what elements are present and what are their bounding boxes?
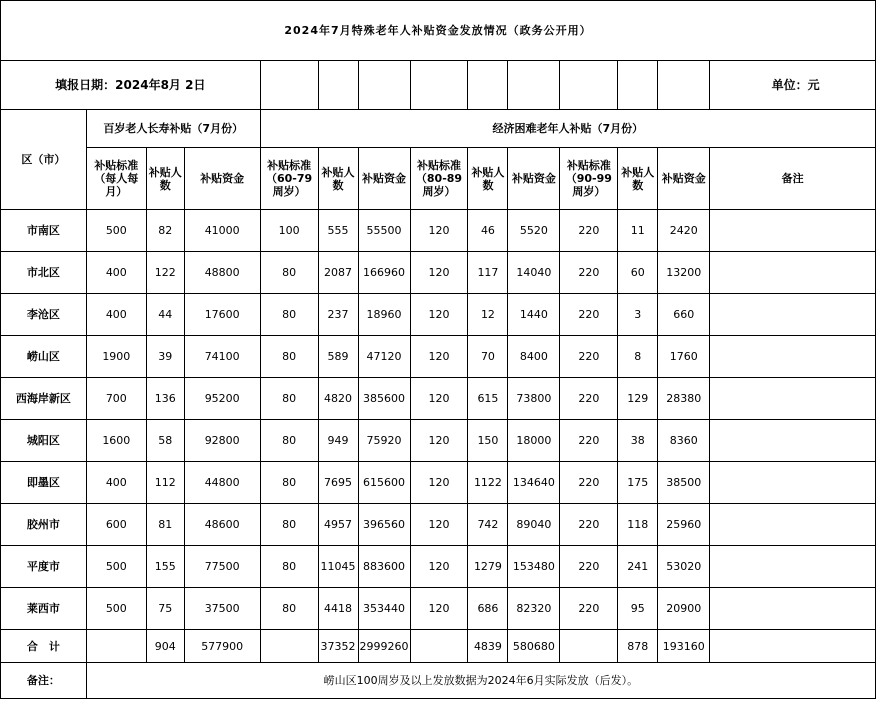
cell: 220: [560, 588, 618, 630]
header-centenarian-std: 补贴标准（每人每月）: [86, 148, 146, 210]
cell: 580680: [508, 630, 560, 663]
header-std-80-89: 补贴标准（80-89周岁）: [410, 148, 468, 210]
cell: 11: [618, 210, 658, 252]
cell: 400: [86, 462, 146, 504]
blank-cell: [508, 61, 560, 110]
cell: 95200: [184, 378, 260, 420]
remark-cell: [710, 462, 876, 504]
remark-cell: [710, 294, 876, 336]
cell: 80: [260, 294, 318, 336]
remark-cell: [710, 630, 876, 663]
cell: 175: [618, 462, 658, 504]
cell: 100: [260, 210, 318, 252]
cell: 5520: [508, 210, 560, 252]
cell: 95: [618, 588, 658, 630]
cell: 120: [410, 546, 468, 588]
header-centenarian-amount: 补贴资金: [184, 148, 260, 210]
cell: 949: [318, 420, 358, 462]
table-row: [1, 504, 876, 546]
remark-cell: [710, 252, 876, 294]
cell: 80: [260, 252, 318, 294]
cell: 742: [468, 504, 508, 546]
cell: 120: [410, 504, 468, 546]
cell: 220: [560, 336, 618, 378]
cell: 4820: [318, 378, 358, 420]
cell: 28380: [658, 378, 710, 420]
cell: 13200: [658, 252, 710, 294]
blank-cell: [260, 61, 318, 110]
cell: 120: [410, 336, 468, 378]
cell: 220: [560, 210, 618, 252]
district-name: 即墨区: [1, 462, 87, 504]
cell: 120: [410, 588, 468, 630]
header-count-60-79: 补贴人数: [318, 148, 358, 210]
cell: 1900: [86, 336, 146, 378]
header-centenarian-group: 百岁老人长寿补贴（7月份）: [86, 110, 260, 148]
note-text: 崂山区100周岁及以上发放数据为2024年6月实际发放（后发）。: [86, 663, 875, 699]
cell: 1122: [468, 462, 508, 504]
cell: 153480: [508, 546, 560, 588]
blank-cell: [560, 61, 618, 110]
cell: 1600: [86, 420, 146, 462]
cell: [86, 630, 146, 663]
cell: 17600: [184, 294, 260, 336]
district-name: 城阳区: [1, 420, 87, 462]
cell: 220: [560, 504, 618, 546]
cell: 55500: [358, 210, 410, 252]
remark-cell: [710, 546, 876, 588]
cell: 555: [318, 210, 358, 252]
cell: 77500: [184, 546, 260, 588]
blank-cell: [618, 61, 658, 110]
cell: 46: [468, 210, 508, 252]
cell: 883600: [358, 546, 410, 588]
cell: 37352: [318, 630, 358, 663]
cell: 686: [468, 588, 508, 630]
cell: 48600: [184, 504, 260, 546]
page-title: 2024年7月特殊老年人补贴资金发放情况（政务公开用）: [1, 1, 876, 61]
cell: 82: [146, 210, 184, 252]
cell: 75920: [358, 420, 410, 462]
remark-cell: [710, 420, 876, 462]
cell: 38500: [658, 462, 710, 504]
cell: 122: [146, 252, 184, 294]
cell: 120: [410, 252, 468, 294]
blank-cell: [658, 61, 710, 110]
cell: 150: [468, 420, 508, 462]
cell: 8: [618, 336, 658, 378]
cell: 353440: [358, 588, 410, 630]
cell: 80: [260, 462, 318, 504]
cell: 89040: [508, 504, 560, 546]
cell: 117: [468, 252, 508, 294]
cell: 120: [410, 210, 468, 252]
cell: 80: [260, 504, 318, 546]
cell: 500: [86, 546, 146, 588]
cell: 396560: [358, 504, 410, 546]
cell: 237: [318, 294, 358, 336]
table-row: [1, 252, 876, 294]
district-name: 平度市: [1, 546, 87, 588]
cell: 120: [410, 420, 468, 462]
header-std-60-79: 补贴标准（60-79周岁）: [260, 148, 318, 210]
table-row: [1, 378, 876, 420]
cell: 92800: [184, 420, 260, 462]
cell: 129: [618, 378, 658, 420]
cell: 600: [86, 504, 146, 546]
header-std-90-99: 补贴标准（90-99周岁）: [560, 148, 618, 210]
cell: 112: [146, 462, 184, 504]
header-count-90-99: 补贴人数: [618, 148, 658, 210]
cell: 120: [410, 294, 468, 336]
cell: 220: [560, 462, 618, 504]
blank-cell: [358, 61, 410, 110]
total-label: 合 计: [1, 630, 87, 663]
cell: 615600: [358, 462, 410, 504]
cell: 80: [260, 420, 318, 462]
blank-cell: [410, 61, 468, 110]
cell: 120: [410, 462, 468, 504]
fill-date: [1, 61, 261, 110]
cell: 878: [618, 630, 658, 663]
header-remark: 备注: [710, 148, 876, 210]
cell: 2087: [318, 252, 358, 294]
cell: 615: [468, 378, 508, 420]
cell: 39: [146, 336, 184, 378]
cell: 4957: [318, 504, 358, 546]
note-row: [1, 663, 876, 699]
total-row: [1, 630, 876, 663]
cell: 220: [560, 378, 618, 420]
cell: 18000: [508, 420, 560, 462]
cell: 1279: [468, 546, 508, 588]
cell: 25960: [658, 504, 710, 546]
header-poverty-group: 经济困难老年人补贴（7月份）: [260, 110, 875, 148]
cell: 134640: [508, 462, 560, 504]
district-name: 市北区: [1, 252, 87, 294]
cell: 660: [658, 294, 710, 336]
header-amount-60-79: 补贴资金: [358, 148, 410, 210]
district-name: 李沧区: [1, 294, 87, 336]
cell: 220: [560, 546, 618, 588]
cell: 37500: [184, 588, 260, 630]
cell: 136: [146, 378, 184, 420]
district-name: 崂山区: [1, 336, 87, 378]
table-row: [1, 546, 876, 588]
table-row: [1, 588, 876, 630]
cell: 20900: [658, 588, 710, 630]
cell: 904: [146, 630, 184, 663]
cell: 44: [146, 294, 184, 336]
cell: 75: [146, 588, 184, 630]
cell: 80: [260, 588, 318, 630]
remark-cell: [710, 336, 876, 378]
cell: 2420: [658, 210, 710, 252]
remark-cell: [710, 210, 876, 252]
cell: 500: [86, 210, 146, 252]
district-name: 胶州市: [1, 504, 87, 546]
table-row: [1, 294, 876, 336]
remark-cell: [710, 588, 876, 630]
cell: 155: [146, 546, 184, 588]
header-count-80-89: 补贴人数: [468, 148, 508, 210]
cell: 80: [260, 378, 318, 420]
cell: 80: [260, 546, 318, 588]
cell: 400: [86, 294, 146, 336]
cell: 220: [560, 294, 618, 336]
cell: 7695: [318, 462, 358, 504]
cell: [260, 630, 318, 663]
cell: 4839: [468, 630, 508, 663]
cell: 700: [86, 378, 146, 420]
cell: 11045: [318, 546, 358, 588]
cell: 38: [618, 420, 658, 462]
cell: 385600: [358, 378, 410, 420]
cell: 44800: [184, 462, 260, 504]
cell: 48800: [184, 252, 260, 294]
cell: 241: [618, 546, 658, 588]
cell: 120: [410, 378, 468, 420]
table-row: [1, 420, 876, 462]
blank-cell: [318, 61, 358, 110]
cell: 193160: [658, 630, 710, 663]
cell: 60: [618, 252, 658, 294]
cell: 70: [468, 336, 508, 378]
cell: 8360: [658, 420, 710, 462]
cell: 81: [146, 504, 184, 546]
district-name: 莱西市: [1, 588, 87, 630]
cell: [560, 630, 618, 663]
cell: 74100: [184, 336, 260, 378]
cell: 18960: [358, 294, 410, 336]
table-row: [1, 210, 876, 252]
cell: 500: [86, 588, 146, 630]
header-amount-80-89: 补贴资金: [508, 148, 560, 210]
table-row: [1, 336, 876, 378]
cell: 1440: [508, 294, 560, 336]
cell: 220: [560, 420, 618, 462]
header-amount-90-99: 补贴资金: [658, 148, 710, 210]
cell: 166960: [358, 252, 410, 294]
fill-date-text: 填报日期：2024年8月 2日: [55, 77, 206, 92]
cell: 80: [260, 336, 318, 378]
cell: 4418: [318, 588, 358, 630]
cell: 577900: [184, 630, 260, 663]
cell: 220: [560, 252, 618, 294]
cell: 82320: [508, 588, 560, 630]
cell: 73800: [508, 378, 560, 420]
cell: 58: [146, 420, 184, 462]
table-row: [1, 462, 876, 504]
cell: 589: [318, 336, 358, 378]
remark-cell: [710, 504, 876, 546]
cell: 118: [618, 504, 658, 546]
cell: 53020: [658, 546, 710, 588]
note-label: 备注：: [1, 663, 87, 699]
district-name: 西海岸新区: [1, 378, 87, 420]
cell: 12: [468, 294, 508, 336]
header-district: 区（市）: [1, 110, 87, 210]
remark-cell: [710, 378, 876, 420]
cell: 47120: [358, 336, 410, 378]
blank-cell: [468, 61, 508, 110]
unit-label: 单位：元: [710, 61, 876, 110]
cell: 8400: [508, 336, 560, 378]
cell: 1760: [658, 336, 710, 378]
cell: 400: [86, 252, 146, 294]
cell: 41000: [184, 210, 260, 252]
cell: 2999260: [358, 630, 410, 663]
cell: 3: [618, 294, 658, 336]
cell: 14040: [508, 252, 560, 294]
district-name: 市南区: [1, 210, 87, 252]
cell: [410, 630, 468, 663]
header-centenarian-count: 补贴人数: [146, 148, 184, 210]
